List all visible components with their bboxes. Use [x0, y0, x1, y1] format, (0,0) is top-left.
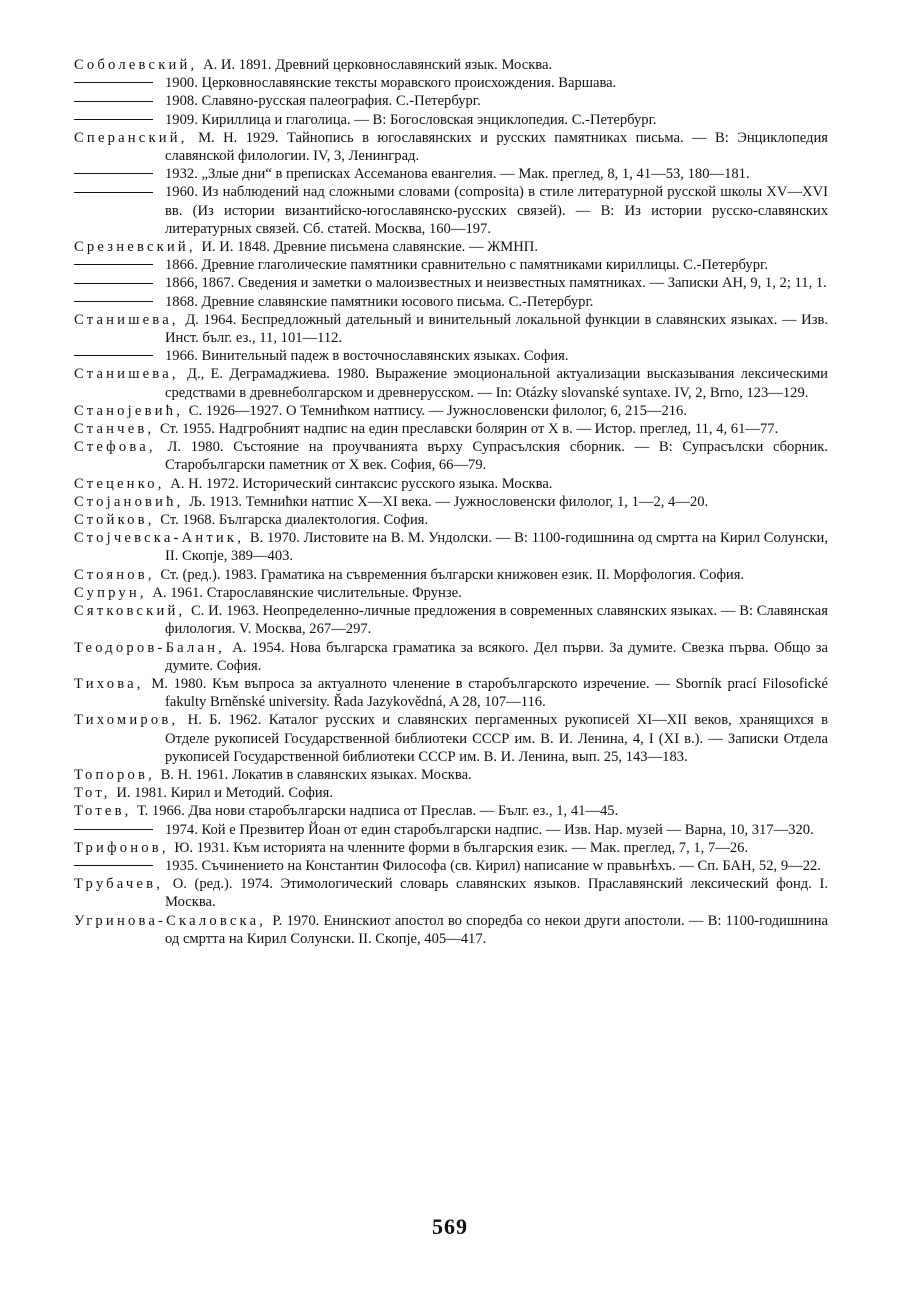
bibliography-entry — [74, 857, 828, 875]
bibliography-entry — [74, 839, 828, 857]
bibliography-entry — [74, 566, 828, 584]
entry-text: Д. 1964. Беспредложный дательный и винительный локальной функции в славянских языках. — Изв. Инст. бълг. ез., 11, 101—112. — [165, 311, 828, 347]
entry-text: А. И. 1891. Древний церковнославянский язык. Москва. — [203, 57, 553, 73]
ditto-dash — [74, 355, 153, 356]
bibliography-entry — [74, 821, 828, 839]
bibliography-entry — [74, 529, 828, 565]
bibliography-entry — [74, 711, 828, 766]
entry-text: Љ. 1913. Темнићки натпис X—XI века. — Јужнословенски филолог, 1, 1—2, 4—20. — [189, 493, 709, 510]
bibliography-entry — [74, 875, 828, 911]
ditto-dash — [74, 829, 153, 830]
entry-author: Угринова-Скаловска, — [74, 912, 267, 929]
entry-text: В. 1970. Листовите на В. М. Ундолски. — В: 1100-годишнина од смртта на Кирил Солунски, II. Скопје, 389—403. — [165, 530, 829, 565]
page-number: 569 — [432, 1214, 468, 1239]
entry-text: А. Н. 1972. Исторический синтаксис русского языка. Москва. — [170, 475, 553, 492]
entry-text: 1866. Древние глаголические памятники сравнительно с памятниками кириллицы. С.-Петербург. — [165, 257, 769, 274]
bibliography-entry — [74, 74, 828, 92]
bibliography-entry — [74, 256, 828, 274]
entry-text: С. 1926—1927. О Темнићком натпису. — Јужнословенски филолог, 6, 215—216. — [188, 402, 688, 419]
entry-text: 1932. „Злые дни“ в преписках Ассеманова евангелия. — Мак. преглед, 8, 1, 41—53, 180—181. — [165, 166, 750, 183]
entry-author: Стоянов, — [74, 566, 155, 583]
entry-text: 1909. Кириллица и глаголица. — В: Богословская энциклопедия. С.-Петербург. — [165, 111, 657, 128]
bibliography-entry — [74, 912, 828, 948]
entry-author: Стојчевска-Антик, — [74, 530, 245, 547]
bibliography-entry — [74, 602, 828, 638]
entry-text: Ю. 1931. Към историята на членните форми в българския език. — Мак. преглед, 7, 1, 7—26. — [174, 839, 749, 856]
bibliography-entry — [74, 402, 828, 420]
entry-text: Ст. 1968. Българска диалектология. София. — [160, 512, 429, 529]
entry-text: 1866, 1867. Сведения и заметки о малоизвестных и неизвестных памятниках. — Записки АН, 9, 1, 2; 11, 1. — [165, 275, 827, 292]
bibliography-entry — [74, 639, 828, 675]
entry-text: Ст. 1955. Надгробният надпис на един преславски болярин от X в. — Истор. преглед, 11, 4, 61—77. — [160, 421, 779, 438]
entry-author: Тот, — [74, 785, 111, 802]
entry-text: Л. 1980. Състояние на проучванията върху Супрасълския сборник. — В: Супрасълски сборник. Старобългарски паметник от X век. София, 66—79. — [165, 439, 828, 474]
entry-text: Т. 1966. Два нови старобългарски надписа от Преслав. — Бълг. ез., 1, 41—45. — [137, 803, 619, 820]
ditto-dash — [74, 264, 153, 265]
bibliography-entry — [74, 511, 828, 529]
entry-text: Р. 1970. Енинскиот апостол во споредба со некои други апостоли. — В: 1100-годишнина од смртта на Кирил Солунски. II. Скопје, 405—417. — [165, 912, 828, 947]
bibliography-entry — [74, 438, 828, 474]
entry-author: Трифонов, — [74, 839, 169, 856]
entry-author: Тотев, — [74, 803, 132, 820]
bibliography-entry — [74, 293, 828, 311]
entry-author: Тихова, — [74, 675, 144, 692]
entry-text: 1900. Церковнославянские тексты моравского происхождения. Варшава. — [165, 75, 617, 92]
ditto-dash — [74, 301, 153, 302]
ditto-dash — [74, 101, 153, 102]
ditto-dash — [74, 119, 153, 120]
entry-author: Соболевский, — [74, 57, 198, 73]
entry-text: И. И. 1848. Древние письмена славянские. — ЖМНП. — [201, 239, 538, 256]
entry-text: А. 1961. Старославянские числительные. Фрунзе. — [152, 584, 462, 601]
entry-text: 1960. Из наблюдений над сложными словами (composita) в стиле литературной русской школы XV—XVI вв. (Из истории византийско-югославянско-русских связей). — В: Из истории русско-славянских литературных связей. Сб. статей. Москва, 160—197. — [165, 184, 828, 237]
bibliography-entry — [74, 129, 828, 165]
entry-text: А. 1954. Нова българска граматика за всякого. Дел първи. За думите. Свезка първа. Общо за думите. София. — [165, 639, 829, 674]
ditto-dash — [74, 865, 153, 866]
bibliography-list — [74, 56, 828, 948]
bibliography-entry — [74, 274, 828, 292]
entry-author: Сперанский, — [74, 129, 188, 146]
entry-text: М. Н. 1929. Тайнопись в югославянских и русских памятниках письма. — В: Энциклопедия славянской филологии. IV, 3, Ленинград. — [165, 129, 828, 165]
entry-text: Ст. (ред.). 1983. Граматика на съвременния български книжовен език. II. Морфология. София. — [160, 566, 745, 583]
entry-text: 1935. Съчинението на Константин Философа (св. Кирил) написание w правьнѣхъ. — Сп. БАН, 52, 9—22. — [165, 857, 821, 874]
bibliography-entry — [74, 56, 828, 74]
bibliography-entry — [74, 111, 828, 129]
entry-text: 1868. Древние славянские памятники юсового письма. С.-Петербург. — [165, 293, 594, 310]
entry-author: Стојановић, — [74, 493, 184, 510]
ditto-dash — [74, 192, 153, 193]
entry-text: О. (ред.). 1974. Этимологический словарь славянских языков. Праславянский лексический фонд. I. Москва. — [165, 876, 828, 911]
entry-author: Срезневский, — [74, 239, 196, 256]
entry-author: Станојевић, — [74, 402, 184, 419]
bibliography-entry — [74, 766, 828, 784]
entry-text: Д., Е. Деграмаджиева. 1980. Выражение эмоциональной актуализации высказывания лексическими средствами в древнеболгарском и древнерусском. — In: Otázky slovanské syntaxe. IV, 2, Brno, 123—129. — [165, 366, 828, 401]
entry-text: И. 1981. Кирил и Методий. София. — [116, 785, 333, 802]
entry-author: Топоров, — [74, 766, 155, 783]
entry-author: Стеценко, — [74, 475, 165, 492]
ditto-dash — [74, 173, 153, 174]
ditto-dash — [74, 283, 153, 284]
bibliography-entry — [74, 802, 828, 820]
entry-author: Стефова, — [74, 439, 156, 456]
bibliography-entry — [74, 675, 828, 711]
bibliography-entry — [74, 165, 828, 183]
entry-text: М. 1980. Към въпроса за актуалното членение в старобългарското изречение. — Sborník prací Filosofické fakulty Brněnské university. Řada Jazykovědná, A 28, 107—116. — [151, 675, 828, 711]
entry-author: Стойков, — [74, 512, 155, 529]
entry-author: Тихомиров, — [74, 712, 179, 729]
ditto-dash — [74, 82, 153, 83]
bibliography-entry — [74, 420, 828, 438]
entry-author: Станишева, — [74, 311, 179, 328]
entry-author: Теодоров-Балан, — [74, 639, 225, 656]
bibliography-entry — [74, 584, 828, 602]
entry-author: Трубачев, — [74, 876, 164, 893]
bibliography-entry — [74, 238, 828, 256]
bibliography-entry — [74, 311, 828, 347]
entry-text: С. И. 1963. Неопределенно-личные предложения в современных славянских языках. — В: Славянская филология. V. Москва, 267—297. — [165, 603, 828, 638]
bibliography-entry — [74, 365, 828, 401]
bibliography-entry — [74, 92, 828, 110]
bibliography-entry — [74, 347, 828, 365]
bibliography-entry — [74, 493, 828, 511]
entry-author: Супрун, — [74, 584, 147, 601]
entry-text: 1966. Винительный падеж в восточнославянских языках. София. — [165, 348, 569, 365]
bibliography-entry — [74, 183, 828, 238]
bibliography-entry — [74, 784, 828, 802]
bibliography-entry — [74, 475, 828, 493]
entry-author: Сятковский, — [74, 603, 186, 620]
entry-author: Станчев, — [74, 421, 155, 438]
entry-text: 1908. Славяно-русская палеография. С.-Петербург. — [165, 93, 481, 110]
entry-author: Станишева, — [74, 366, 179, 383]
entry-text: 1974. Кой е Презвитер Йоан от един старобългарски надпис. — Изв. Нар. музей — Варна, 10, 317—320. — [165, 821, 814, 838]
entry-text: В. Н. 1961. Локатив в славянских языках. Москва. — [160, 766, 472, 783]
entry-text: Н. Б. 1962. Каталог русских и славянских пергаменных рукописей XI—XII веков, хранящихся в Отделе рукописей Государственной библиотеки СССР им. В. И. Ленина, 4, I (XI в.). — Записки Отдела рукописей Государственной библиотеки СССР им. В. И. Ленина, вып. 25, 143—183. — [165, 712, 828, 765]
